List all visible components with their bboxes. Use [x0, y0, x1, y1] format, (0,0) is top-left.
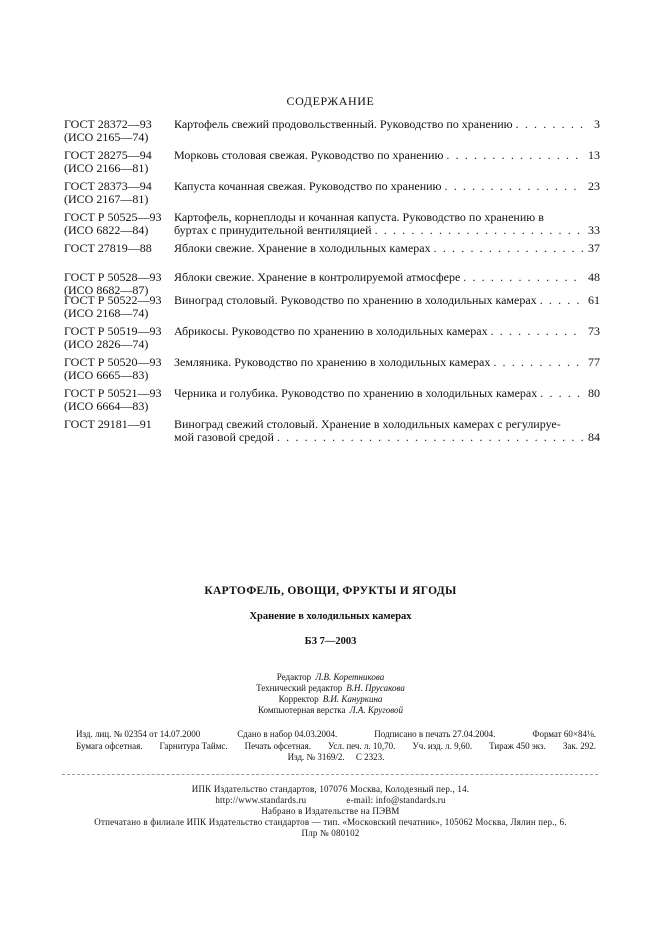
dot-leader	[491, 325, 583, 338]
dot-leader	[445, 180, 583, 193]
dot-leader	[446, 149, 583, 162]
iso-code: (ИСО 2167—81)	[64, 192, 149, 206]
footer-block	[0, 784, 661, 839]
standard-code: ГОСТ Р 50528—93	[64, 270, 162, 284]
credit-name: Л.В. Коретникова	[315, 672, 385, 682]
credit-name: Л.А. Круговой	[349, 705, 404, 715]
toc-entry-title	[174, 118, 600, 131]
standard-codes	[64, 294, 172, 320]
toc-entry-title	[174, 180, 600, 193]
standard-codes	[64, 149, 172, 175]
toc-entry[interactable]	[64, 179, 600, 206]
publication-line-2	[76, 741, 596, 753]
toc-title-text: Картофель свежий продовольственный. Руководство по хранению	[174, 117, 513, 131]
toc-entry[interactable]	[64, 242, 600, 255]
standard-code: ГОСТ Р 50522—93	[64, 293, 162, 307]
standard-code: ГОСТ 27819—88	[64, 241, 152, 255]
toc-entry[interactable]	[64, 117, 600, 144]
font-type: Гарнитура Таймс.	[159, 740, 228, 751]
standard-codes	[64, 418, 172, 431]
page-number: 37	[588, 241, 600, 255]
credit-role: Технический редактор	[256, 683, 343, 693]
dot-leader	[375, 224, 583, 237]
standard-codes	[64, 118, 172, 144]
toc-entry-title	[174, 294, 600, 307]
standard-code: ГОСТ 28373—94	[64, 179, 152, 193]
credit-role: Корректор	[278, 694, 319, 704]
standard-codes	[64, 242, 172, 255]
toc-entry[interactable]	[64, 211, 600, 237]
toc-entry[interactable]	[64, 293, 600, 320]
credit-line	[0, 683, 661, 694]
publication-details	[76, 729, 596, 764]
iso-code: (ИСО 2166—81)	[64, 161, 149, 175]
toc-entry-title	[174, 271, 600, 284]
toc-entry[interactable]	[64, 386, 600, 413]
iso-code: (ИСО 2826—74)	[64, 337, 149, 351]
publication-line-1	[76, 729, 596, 741]
dot-leader	[434, 242, 583, 255]
page-number: 73	[588, 324, 600, 338]
iso-code: (ИСО 6822—84)	[64, 223, 149, 237]
page-number: 84	[588, 430, 600, 444]
iso-code: (ИСО 2168—74)	[64, 306, 149, 320]
standard-codes	[64, 356, 172, 382]
separator-rule	[62, 774, 598, 775]
credit-name: В.Н. Прусакова	[346, 683, 405, 693]
page-number: 48	[588, 270, 600, 284]
standard-code: ГОСТ 29181—91	[64, 417, 152, 431]
credits-block	[0, 672, 661, 716]
toc-entry[interactable]	[64, 148, 600, 175]
credit-role: Компьютерная верстка	[257, 705, 346, 715]
toc-title-text: Земляника. Руководство по хранению в холодильных камерах	[174, 355, 491, 369]
izd-number: Изд. № 3169/2.	[287, 752, 345, 762]
toc-entry-title	[174, 149, 600, 162]
print-sheets: Усл. печ. л. 10,70.	[328, 740, 396, 751]
standard-codes	[64, 387, 172, 413]
paper-format: Формат 60×84⅛.	[532, 729, 596, 739]
toc-title-text: буртах с принудительной вентиляцией	[174, 223, 372, 237]
toc-title: СОДЕРЖАНИЕ	[286, 94, 375, 108]
standard-code: ГОСТ 28275—94	[64, 148, 152, 162]
order-number: Зак. 292.	[562, 740, 596, 751]
standard-code: ГОСТ Р 50519—93	[64, 324, 162, 338]
credit-line	[0, 672, 661, 683]
email-link[interactable]: e-mail: info@standards.ru	[346, 795, 446, 805]
toc-title-text: Виноград столовый. Руководство по хранению в холодильных камерах	[174, 293, 537, 307]
signed-date: Подписано в печать 27.04.2004.	[374, 729, 496, 739]
publisher-address: ИПК Издательство стандартов, 107076 Москва, Колодезный пер., 14.	[191, 784, 470, 794]
standard-codes	[64, 211, 172, 237]
standard-code: ГОСТ Р 50525—93	[64, 210, 162, 224]
imprint-subheading: Хранение в холодильных камерах	[249, 611, 412, 622]
page-number: 13	[588, 148, 600, 162]
website-link[interactable]: http://www.standards.ru	[215, 795, 307, 805]
dot-leader	[540, 294, 583, 307]
toc-entry-title	[174, 325, 600, 338]
iso-code: (ИСО 6664—83)	[64, 399, 149, 413]
standard-code: ГОСТ Р 50521—93	[64, 386, 162, 400]
toc-entry-title	[174, 211, 600, 237]
c-number: С 2323.	[355, 752, 385, 762]
toc-title-text: Капуста кочанная свежая. Руководство по хранению	[174, 179, 442, 193]
dot-leader	[463, 271, 583, 284]
credit-role: Редактор	[276, 672, 312, 682]
toc-title-text: мой газовой средой	[174, 430, 274, 444]
paper-type: Бумага офсетная.	[76, 740, 143, 751]
credit-line	[0, 705, 661, 716]
printed-note: Отпечатано в филиале ИПК Издательство стандартов — тип. «Московский печатник», 105062 Москва, Лялин пер., 6.	[94, 817, 567, 827]
imprint-bz: БЗ 7—2003	[304, 636, 357, 647]
toc-entry-title	[174, 242, 600, 255]
standard-code: ГОСТ 28372—93	[64, 117, 152, 131]
toc-title-text: Яблоки свежие. Хранение в контролируемой атмосфере	[174, 270, 461, 284]
dot-leader	[493, 356, 583, 369]
page-number: 3	[594, 117, 600, 131]
toc-entry[interactable]	[64, 270, 600, 297]
submitted-date: Сдано в набор 04.03.2004.	[237, 729, 338, 739]
toc-entry-title	[174, 387, 600, 400]
toc-entry-title	[174, 356, 600, 369]
dot-leader	[540, 387, 583, 400]
toc-title-text: Абрикосы. Руководство по хранению в холодильных камерах	[174, 324, 488, 338]
credit-line	[0, 694, 661, 705]
toc-title-text: Черника и голубика. Руководство по хранению в холодильных камерах	[174, 386, 538, 400]
iso-code: (ИСО 2165—74)	[64, 130, 149, 144]
credit-name: В.И. Кануркина	[322, 694, 383, 704]
toc-title-text: Виноград свежий столовый. Хранение в холодильных камерах с регулируе-	[174, 417, 561, 431]
license-number: Изд. лиц. № 02354 от 14.07.2000	[76, 729, 201, 739]
standard-code: ГОСТ Р 50520—93	[64, 355, 162, 369]
plr-number: Плр № 080102	[301, 828, 360, 838]
page-number: 61	[588, 293, 600, 307]
dot-leader	[277, 431, 583, 444]
toc-entry[interactable]	[64, 355, 600, 382]
contact-line	[0, 795, 661, 806]
toc-title-text: Морковь столовая свежая. Руководство по хранению	[174, 148, 444, 162]
standard-codes	[64, 180, 172, 206]
dot-leader	[516, 118, 583, 131]
iso-code: (ИСО 6665—83)	[64, 368, 149, 382]
page-number: 23	[588, 179, 600, 193]
page-number: 33	[588, 223, 600, 237]
page-number: 80	[588, 386, 600, 400]
iso-code: (ИСО 8682—87)	[64, 283, 149, 297]
typeset-note: Набрано в Издательстве на ПЭВМ	[261, 806, 400, 816]
toc-entry[interactable]	[64, 324, 600, 351]
publication-line-3	[76, 752, 596, 764]
standard-codes	[64, 325, 172, 351]
print-run: Тираж 450 экз.	[489, 740, 546, 751]
toc-entry[interactable]	[64, 418, 600, 444]
toc-title-text: Яблоки свежие. Хранение в холодильных камерах	[174, 241, 431, 255]
page-number: 77	[588, 355, 600, 369]
imprint-heading: КАРТОФЕЛЬ, ОВОЩИ, ФРУКТЫ И ЯГОДЫ	[204, 585, 457, 597]
pub-sheets: Уч. изд. л. 9,60.	[412, 740, 473, 751]
toc-title-text: Картофель, корнеплоды и кочанная капуста. Руководство по хранению в	[174, 210, 544, 224]
print-type: Печать офсетная.	[244, 740, 312, 751]
toc-entry-title	[174, 418, 600, 444]
